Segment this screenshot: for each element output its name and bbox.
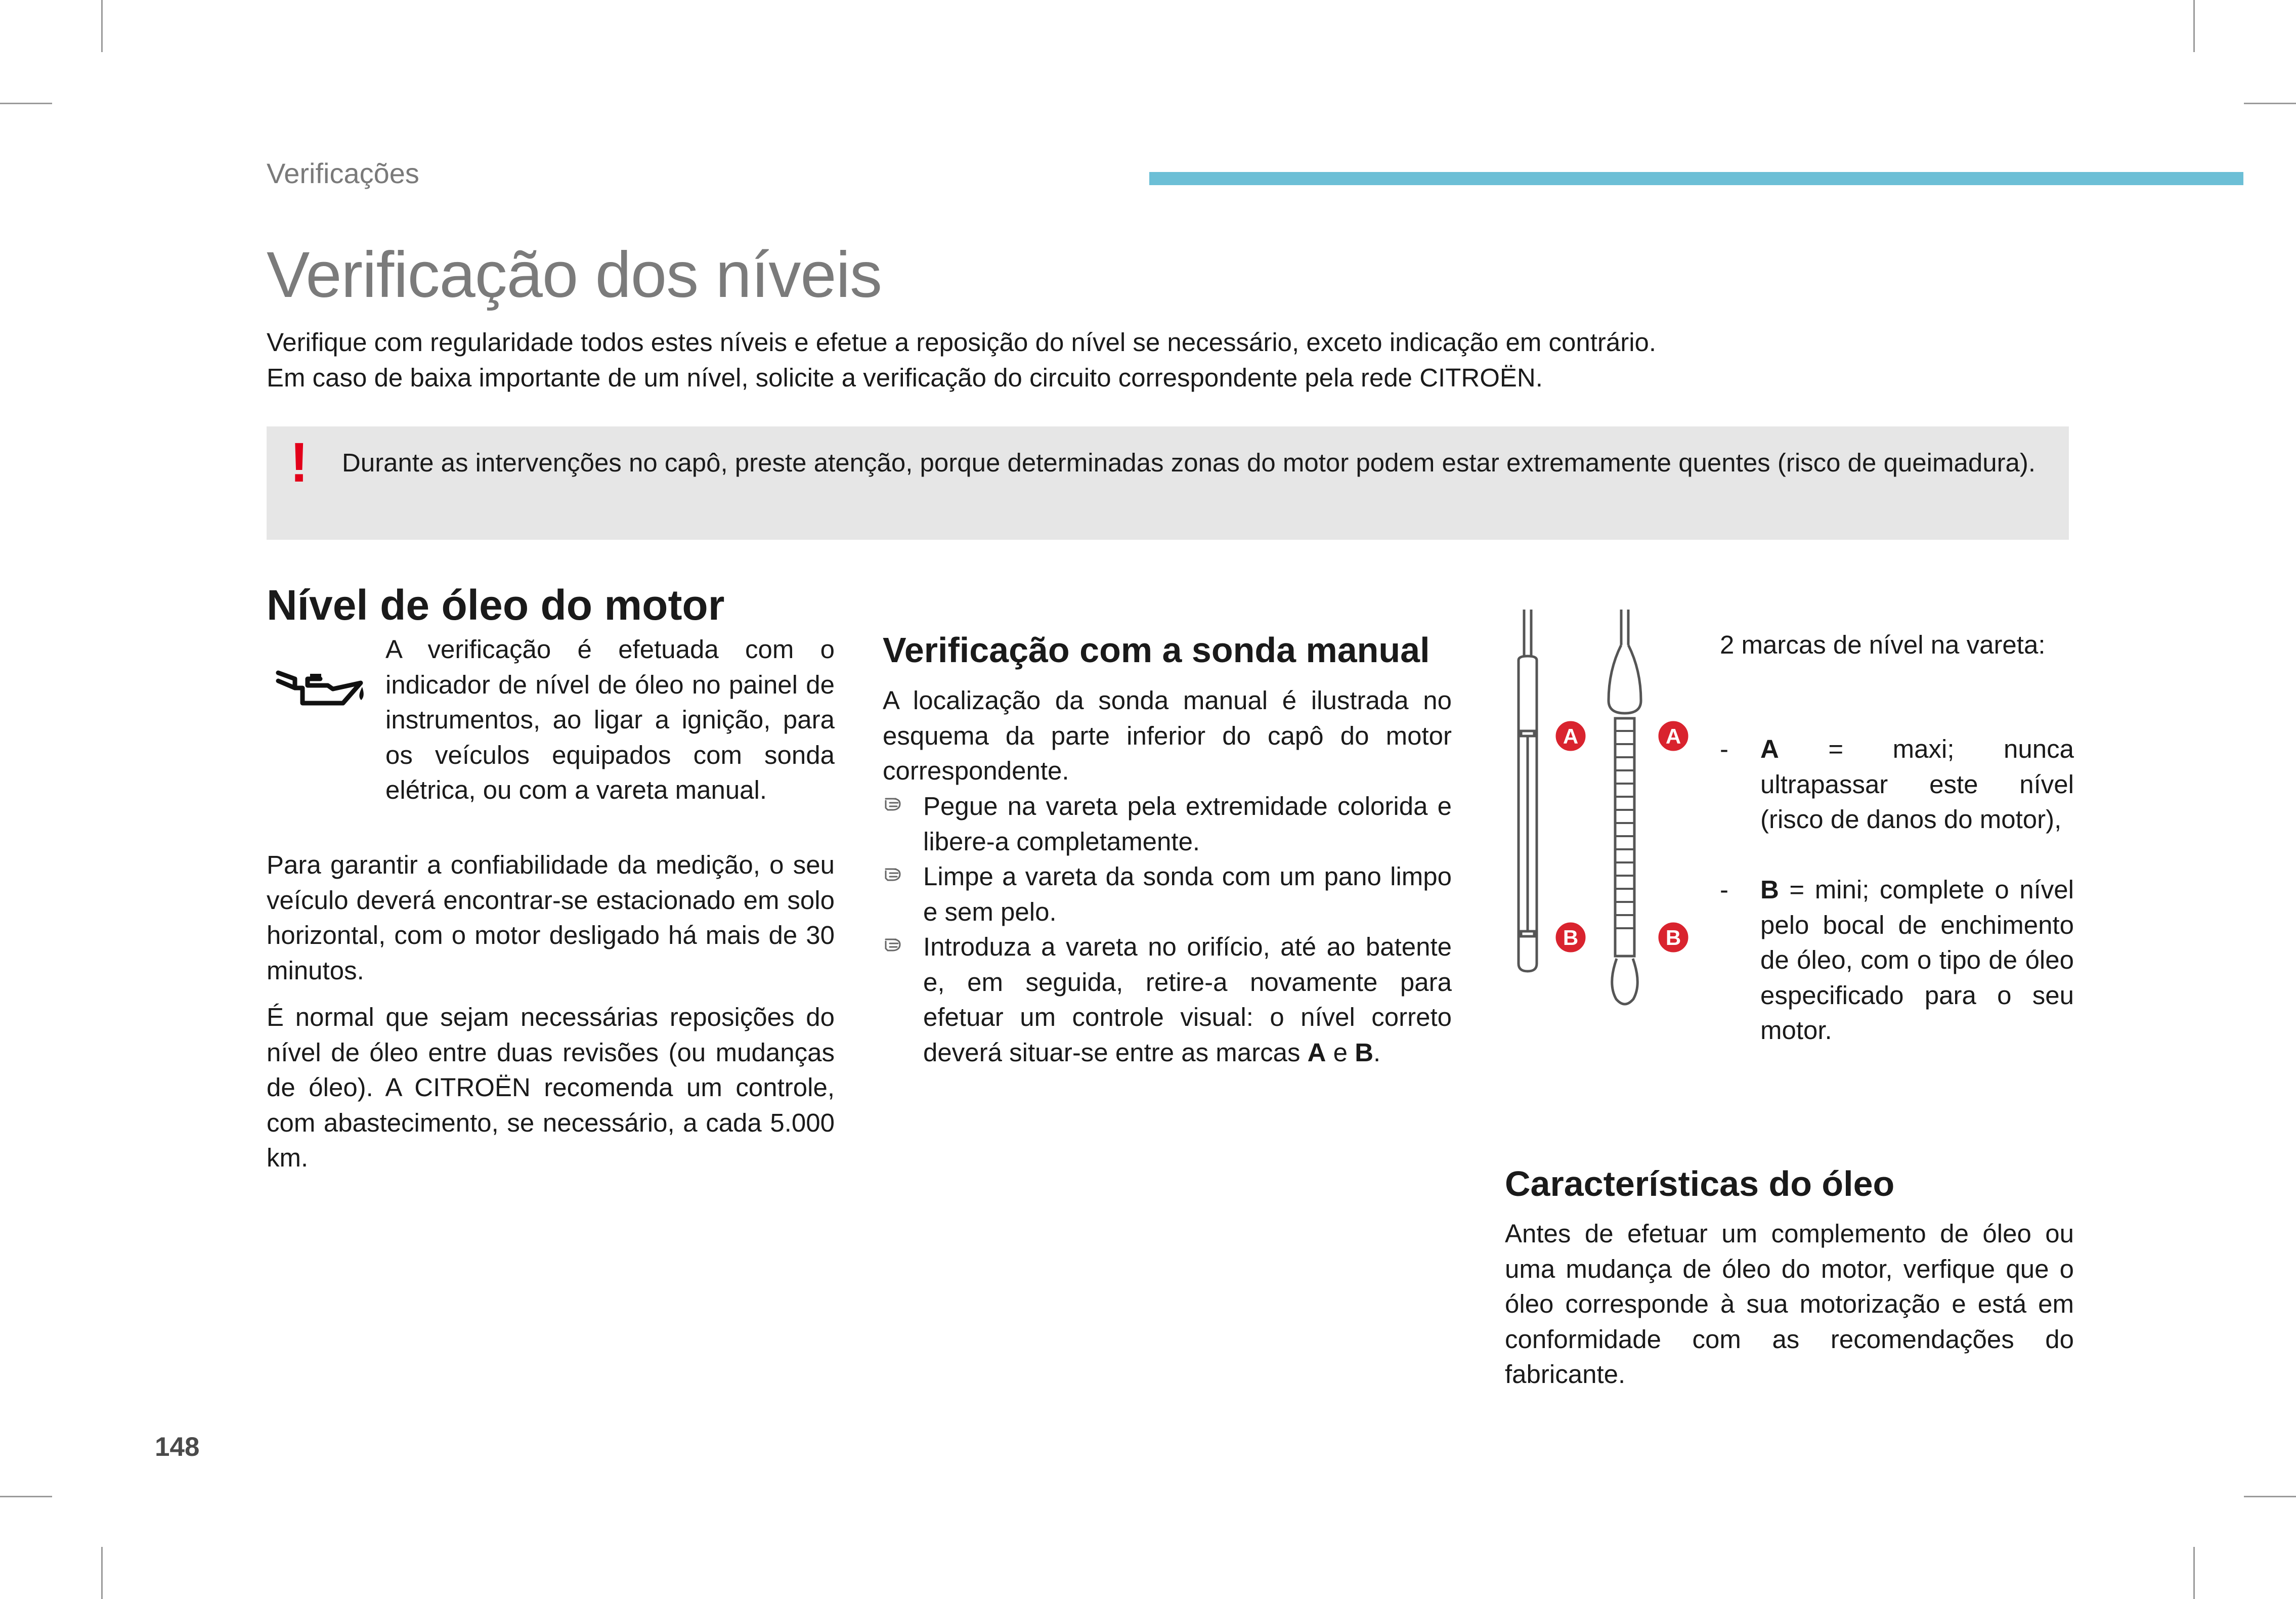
step-text: Introduza a vareta no orifício, até ao batente e, em seguida, retire-a novamente para efetuar um controle visual: o nível correto deverá situar-se entre as marcas	[923, 932, 1452, 1067]
marker-a-right	[1657, 720, 1689, 752]
oil-can-icon	[272, 658, 368, 718]
marks-list	[1720, 731, 2074, 1083]
intro-text	[267, 325, 2088, 396]
list-item	[883, 859, 1452, 929]
step-text: e	[1326, 1038, 1355, 1067]
oil-level-paragraph: A verificação é efetuada com o indicador de nível de óleo no painel de instrumentos, ao ligar a ignição, para os veículos equipados com sonda elétrica, ou com a vareta manual.	[385, 635, 835, 804]
manual-check-heading: Verificação com a sonda manual	[883, 630, 1430, 670]
marker-b-right	[1657, 921, 1689, 954]
mark-letter: B	[1760, 875, 1779, 904]
oil-level-paragraph: Para garantir a confiabilidade da medição, o seu veículo deverá encontrar-se estacionado em solo horizontal, com o motor desligado há mais de 30 minutos.	[267, 850, 835, 985]
page-title: Verificação dos níveis	[267, 239, 882, 311]
marks-title: 2 marcas de nível na vareta:	[1720, 630, 2046, 659]
marker-a-label: A	[1665, 724, 1681, 748]
mark-text: = mini; complete o nível pelo bocal de enchimento de óleo, com o tipo de óleo especificado para o seu motor.	[1760, 875, 2074, 1045]
list-dash: -	[1720, 875, 1728, 904]
hand-pointer-icon	[883, 793, 912, 815]
list-item	[1720, 731, 2074, 837]
crop-mark	[2193, 0, 2195, 52]
hand-pointer-icon	[883, 863, 912, 885]
crop-mark	[101, 0, 103, 52]
manual-check-steps	[883, 789, 1452, 1070]
marker-b-label: B	[1665, 926, 1681, 949]
section-label: Verificações	[267, 157, 419, 189]
crop-mark	[2244, 103, 2296, 104]
oil-specs-text: Antes de efetuar um complemento de óleo ou uma mudança de óleo do motor, verfique que o óleo corresponde à sua motorização e está em conformidade com as recomendações do fabricante.	[1505, 1219, 2074, 1389]
mark-text: = maxi; nunca ultrapassar este nível (risco de danos do motor),	[1760, 734, 2074, 834]
crop-mark	[0, 1496, 52, 1497]
oil-level-heading: Nível de óleo do motor	[267, 581, 725, 629]
intro-line: Em caso de baixa importante de um nível, solicite a verificação do circuito correspondente pela rede CITROËN.	[267, 363, 1543, 392]
crop-mark	[2193, 1547, 2195, 1599]
hand-pointer-icon	[883, 933, 912, 956]
oil-specs-heading: Características do óleo	[1505, 1164, 1895, 1203]
list-item	[1720, 872, 2074, 1048]
mark-letter: A	[1307, 1038, 1326, 1067]
dipstick-illustration	[1512, 610, 1705, 1009]
mark-letter: B	[1355, 1038, 1374, 1067]
manual-check-intro: A localização da sonda manual é ilustrada no esquema da parte inferior do capô do motor correspondente.	[883, 686, 1452, 785]
crop-mark	[101, 1547, 103, 1599]
list-item	[883, 929, 1452, 1070]
intro-line: Verifique com regularidade todos estes níveis e efetue a reposição do nível se necessário, exceto indicação em contrário.	[267, 328, 1657, 357]
page-number: 148	[155, 1432, 200, 1462]
mark-letter: A	[1760, 734, 1779, 763]
marker-a-label: A	[1563, 724, 1579, 748]
dipstick-right	[1609, 610, 1641, 1004]
marker-a-left	[1554, 720, 1587, 752]
list-item	[883, 789, 1452, 859]
dipstick-left	[1519, 610, 1537, 971]
crop-mark	[2244, 1496, 2296, 1497]
step-text: Limpe a vareta da sonda com um pano limpo e sem pelo.	[923, 862, 1452, 926]
marker-b-label: B	[1563, 926, 1579, 949]
warning-box	[267, 426, 2069, 540]
warning-icon: !	[290, 431, 309, 494]
header-accent-bar	[1149, 172, 2243, 185]
step-text: .	[1373, 1038, 1381, 1067]
step-text: Pegue na vareta pela extremidade colorida e libere-a completamente.	[923, 792, 1452, 856]
warning-text: Durante as intervenções no capô, preste atenção, porque determinadas zonas do motor podem estar extremamente quentes (risco de queimadura).	[342, 448, 2036, 477]
list-dash: -	[1720, 734, 1728, 763]
oil-level-paragraph: É normal que sejam necessárias reposições do nível de óleo entre duas revisões (ou mudanças de óleo). A CITROËN recomenda um controle, com abastecimento, se necessário, a cada 5.000 km.	[267, 1003, 835, 1172]
crop-mark	[0, 103, 52, 104]
marker-b-left	[1554, 921, 1587, 954]
